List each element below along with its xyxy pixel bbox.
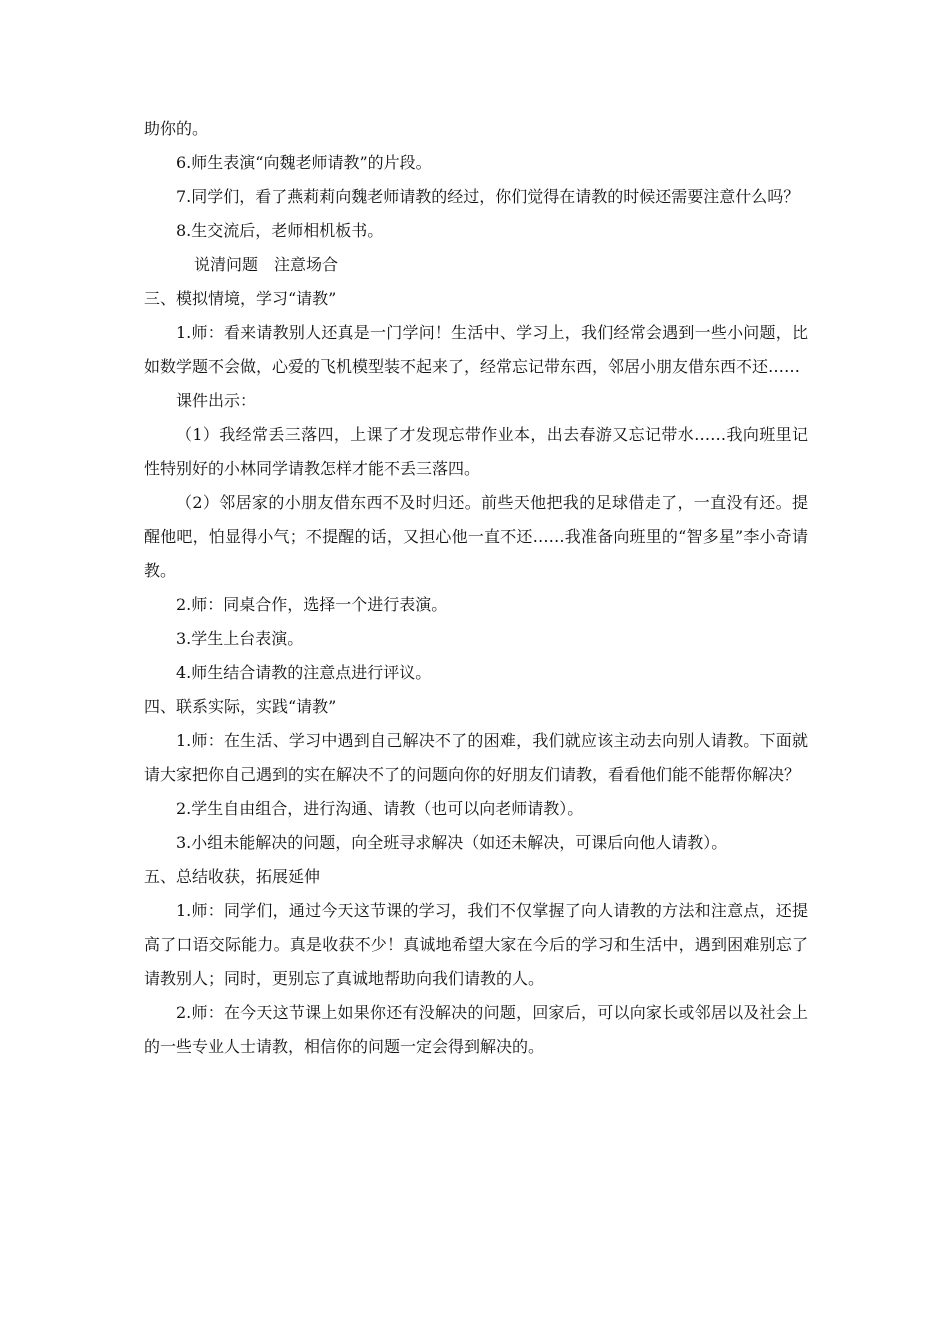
paragraph-section4-step-1: 1.师：在生活、学习中遇到自己解决不了的困难，我们就应该主动去向别人请教。下面就请大家把你自己遇到的实在解决不了的问题向你的好朋友们请教，看看他们能不能帮你解决？ [144,731,808,784]
paragraph-section5-step-2: 2.师：在今天这节课上如果你还有没解决的问题，回家后，可以向家长或邻居以及社会上的一些专业人士请教，相信你的问题一定会得到解决的。 [144,1003,808,1056]
paragraph-section4-step-3: 3.小组未能解决的问题，向全班寻求解决（如还未解决，可课后向他人请教）。 [176,833,728,852]
paragraph-section3-step-3: 3.学生上台表演。 [176,629,304,648]
courseware-label: 课件出示： [176,391,257,410]
paragraph-section4-step-2: 2.学生自由组合，进行沟通、请教（也可以向老师请教）。 [176,799,584,818]
section-heading-4: 四、联系实际，实践“请教” [144,697,337,716]
section-heading-5: 五、总结收获，拓展延伸 [144,867,321,886]
paragraph-section3-step-2: 2.师：同桌合作，选择一个进行表演。 [176,595,448,614]
paragraph-step-8: 8.生交流后，老师相机板书。 [176,221,384,240]
document-body [144,112,808,1064]
scenario-2: （2）邻居家的小朋友借东西不及时归还。前些天他把我的足球借走了，一直没有还。提醒他吧，怕显得小气；不提醒的话，又担心他一直不还……我准备向班里的“智多星”李小奇请教。 [144,493,808,580]
paragraph-step-6: 6.师生表演“向魏老师请教”的片段。 [176,153,432,172]
paragraph-step-7: 7.同学们，看了燕莉莉向魏老师请教的经过，你们觉得在请教的时候还需要注意什么吗？ [176,187,800,206]
scenario-1: （1）我经常丢三落四，上课了才发现忘带作业本，出去春游又忘记带水……我向班里记性特别好的小林同学请教怎样才能不丢三落四。 [144,425,808,478]
paragraph-section5-step-1: 1.师：同学们，通过今天这节课的学习，我们不仅掌握了向人请教的方法和注意点，还提高了口语交际能力。真是收获不少！真诚地希望大家在今后的学习和生活中，遇到困难别忘了请教别人；同时，更别忘了真诚地帮助向我们请教的人。 [144,901,808,988]
paragraph-continuation: 助你的。 [144,119,209,138]
blackboard-note: 说清问题 注意场合 [194,255,339,274]
paragraph-section3-step-4: 4.师生结合请教的注意点进行评议。 [176,663,432,682]
section-heading-3: 三、模拟情境，学习“请教” [144,289,337,308]
paragraph-section3-step-1: 1.师：看来请教别人还真是一门学问！生活中、学习上，我们经常会遇到一些小问题，比如数学题不会做，心爱的飞机模型装不起来了，经常忘记带东西，邻居小朋友借东西不还…… [144,323,808,376]
